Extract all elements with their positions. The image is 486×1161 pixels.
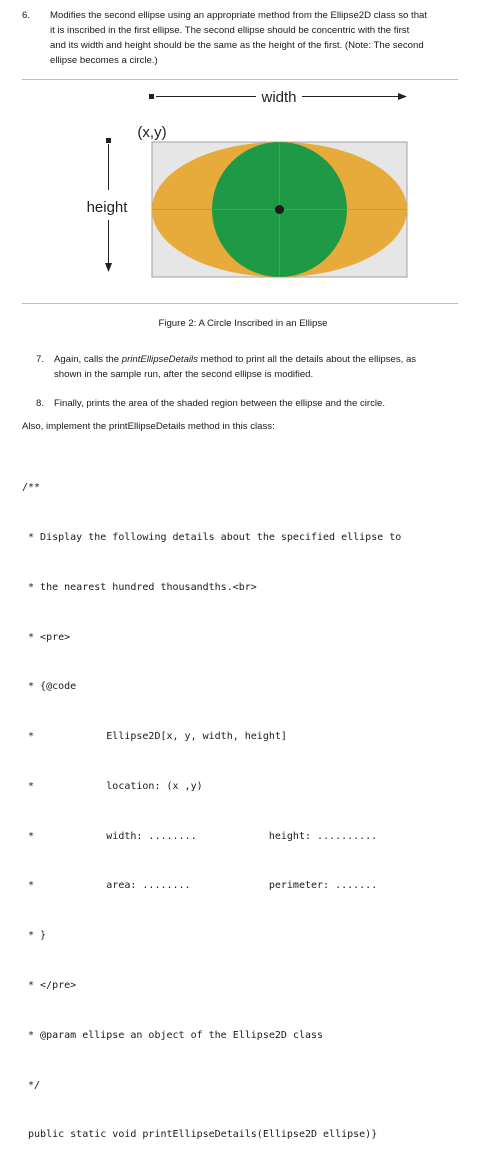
- code-line: * area: ........ perimeter: .......: [22, 880, 378, 892]
- item-7-text: [54, 352, 464, 382]
- height-arrow-start-marker: [106, 138, 111, 143]
- item-7-number: 7.: [36, 354, 45, 365]
- code-line: * width: ........ height: ..........: [22, 830, 378, 842]
- item-6-line-3: and its width and height should be the same as the height of the first. (Note: The second: [50, 40, 424, 51]
- figure-caption: Figure 2: A Circle Inscribed in an Ellipse: [158, 318, 328, 329]
- also-implement-text: Also, implement the printEllipseDetails method in this class:: [22, 421, 275, 432]
- code-line: * }: [22, 930, 47, 942]
- code-line: /**: [22, 482, 41, 494]
- code-line: * </pre>: [22, 980, 77, 991]
- height-arrow-head: [105, 263, 112, 272]
- corner-label: (x,y): [137, 124, 167, 141]
- width-label: width: [261, 89, 297, 106]
- code-line: * @param ellipse an object of the Ellipse2D class: [22, 1029, 324, 1041]
- width-arrow-head: [398, 93, 407, 100]
- code-line: */: [22, 1079, 41, 1091]
- item-7-line-2: shown in the sample run, after the second ellipse is modified.: [54, 369, 314, 380]
- code-line: * {@code: [22, 681, 77, 693]
- code-line: public static void printEllipseDetails(Ellipse2D ellipse)}: [22, 1129, 378, 1141]
- item-6-number: 6.: [22, 10, 31, 21]
- item-6-line-4: ellipse becomes a circle.): [50, 55, 158, 66]
- item-6-line-1: Modifies the second ellipse using an appropriate method from the Ellipse2D class so that: [50, 10, 428, 21]
- code-line: * location: (x ,y): [22, 780, 203, 792]
- center-point: [275, 205, 284, 214]
- code-line: * Ellipse2D[x, y, width, height]: [22, 731, 287, 743]
- item-7-post: method to print all the details about the ellipses, as: [197, 354, 417, 365]
- code-line: * Display the following details about the specified ellipse to: [22, 531, 402, 543]
- height-label: height: [86, 199, 128, 216]
- item-8-number: 8.: [36, 398, 45, 409]
- item-6-line-2: it is inscribed in the first ellipse. The second ellipse should be concentric with the first: [50, 25, 410, 36]
- item-8-text: Finally, prints the area of the shaded region between the ellipse and the circle.: [54, 398, 386, 409]
- code-line: * <pre>: [22, 631, 71, 643]
- width-arrow-start-marker: [149, 94, 154, 99]
- figure-bottom-rule: [22, 303, 458, 304]
- item-7-pre: Again, calls the: [54, 354, 122, 365]
- item-7-method: printEllipseDetails: [121, 354, 198, 365]
- code-line: * the nearest hundred thousandths.<br>: [22, 581, 257, 593]
- item-6-text: [50, 8, 464, 68]
- code-block: [22, 447, 472, 1161]
- ellipse-figure: [0, 80, 486, 305]
